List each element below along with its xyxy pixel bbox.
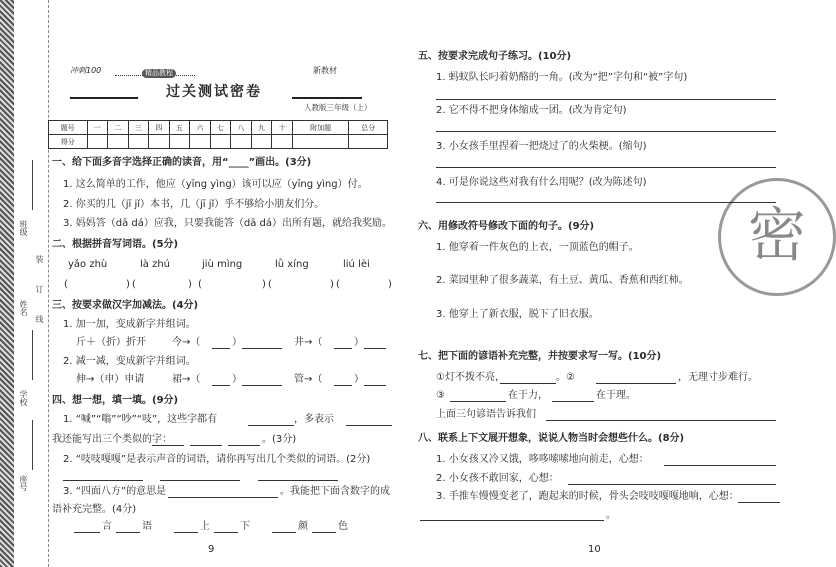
answer-blank[interactable] bbox=[334, 348, 352, 349]
score-table-row bbox=[49, 121, 388, 135]
answer-blank[interactable] bbox=[212, 348, 230, 349]
answer-blank[interactable] bbox=[174, 532, 198, 533]
score-cell: 总分 bbox=[349, 121, 388, 135]
example-3-1: 斤＋（折）折开 bbox=[76, 337, 146, 348]
score-table bbox=[48, 120, 388, 149]
score-cell: 七 bbox=[210, 121, 231, 135]
answer-line[interactable] bbox=[436, 202, 776, 203]
question-8-3: 3. 手推车慢慢变老了，跑起来的时候，骨头会吱吱嘎嘎地响，心想： bbox=[436, 491, 739, 502]
proverb-2-start: 。② bbox=[556, 372, 575, 383]
score-cell: 十 bbox=[272, 121, 293, 135]
answer-blank[interactable] bbox=[596, 383, 676, 384]
answer-blank[interactable] bbox=[552, 401, 594, 402]
answer-blank[interactable] bbox=[160, 480, 240, 481]
answer-blank[interactable] bbox=[364, 348, 386, 349]
margin-label-seat: 座号 bbox=[19, 475, 28, 491]
answer-blank[interactable] bbox=[74, 532, 100, 533]
pinyin-4: lǜ xíng bbox=[275, 259, 309, 270]
item-3-2b: 管→（ bbox=[294, 374, 323, 385]
idiom-char: 上 bbox=[200, 521, 210, 532]
answer-line[interactable] bbox=[546, 420, 776, 421]
item-3-1a: 今→（ bbox=[172, 337, 201, 348]
question-4-3: 3. “四面八方”的意思是 bbox=[63, 486, 167, 497]
answer-blank[interactable] bbox=[116, 532, 140, 533]
answer-box-close: ) bbox=[388, 279, 392, 290]
section-7-title: 七、把下面的谚语补充完整，并按要求写一写。(10分) bbox=[418, 351, 662, 362]
score-cell: 八 bbox=[231, 121, 252, 135]
pinyin-1: yǎo zhù bbox=[68, 259, 108, 270]
question-4-2: 2. “吱吱嘎嘎”是表示声音的词语，请你再写出几个类似的词语。(2分) bbox=[63, 454, 371, 465]
score-table-row bbox=[49, 135, 388, 149]
sub-question-3-2: 2. 减一减，变成新字并组词。 bbox=[63, 356, 196, 367]
bind-mark-3: 线 bbox=[35, 315, 44, 323]
question-4-1-mid: ，多表示 bbox=[294, 414, 334, 425]
answer-blank[interactable] bbox=[248, 425, 294, 426]
margin-line bbox=[32, 160, 33, 210]
item-3-1a-close: ） bbox=[232, 337, 242, 348]
edition-badge: 精品教程 bbox=[142, 69, 176, 78]
score-input-cell[interactable] bbox=[231, 135, 252, 149]
answer-blank[interactable] bbox=[228, 445, 260, 446]
answer-line[interactable] bbox=[436, 99, 776, 100]
question-4-3-mid: 。我能把下面含数字的成 bbox=[280, 486, 390, 497]
answer-blank[interactable] bbox=[346, 425, 392, 426]
margin-line bbox=[32, 330, 33, 380]
score-cell: 五 bbox=[169, 121, 190, 135]
score-input-cell[interactable] bbox=[272, 135, 293, 149]
idiom-char: 言 bbox=[102, 521, 112, 532]
answer-box-open: ( bbox=[64, 279, 68, 290]
answer-blank[interactable] bbox=[500, 383, 556, 384]
answer-box-open: ( bbox=[336, 279, 340, 290]
section-6-title: 六、用修改符号修改下面的句子。(9分) bbox=[418, 221, 595, 232]
score-input-cell[interactable] bbox=[349, 135, 388, 149]
margin-label-school: 学校 bbox=[19, 390, 28, 406]
question-1-1: 1. 这么简单的工作，他应（yīng yìng）该可以应（yīng yìng）付。 bbox=[63, 179, 368, 190]
section-8-title: 八、联系上下文展开想象，说说人物当时会想些什么。(8分) bbox=[418, 433, 685, 444]
answer-blank[interactable] bbox=[364, 385, 386, 386]
section-3-title: 三、按要求做汉字加减法。(4分) bbox=[52, 300, 199, 311]
score-input-cell[interactable] bbox=[149, 135, 170, 149]
question-4-3-cont: 语补充完整。(4分) bbox=[52, 504, 137, 515]
section-4-title: 四、想一想，填一填。(9分) bbox=[52, 395, 179, 406]
question-4-1-end: 。(3分) bbox=[262, 434, 297, 445]
header-underline-left bbox=[70, 97, 138, 99]
answer-line[interactable] bbox=[436, 167, 776, 168]
pinyin-5: liú lèi bbox=[343, 259, 370, 270]
idiom-char: 色 bbox=[338, 521, 348, 532]
item-3-1b: 井→（ bbox=[294, 337, 323, 348]
answer-box-close: ) bbox=[126, 279, 130, 290]
answer-blank[interactable] bbox=[258, 480, 338, 481]
answer-blank[interactable] bbox=[312, 532, 336, 533]
answer-blank[interactable] bbox=[190, 445, 222, 446]
binding-margin bbox=[14, 0, 48, 567]
score-input-cell[interactable] bbox=[128, 135, 149, 149]
answer-box-close: ) bbox=[262, 279, 266, 290]
brand-logo: 冲刺100 bbox=[70, 66, 102, 75]
answer-line[interactable] bbox=[420, 520, 604, 521]
score-input-cell[interactable] bbox=[292, 135, 349, 149]
answer-box-close: ) bbox=[188, 279, 192, 290]
answer-line[interactable] bbox=[568, 484, 776, 485]
question-6-1: 1. 他穿着一件灰色的上衣，一顶蓝色的帽子。 bbox=[436, 242, 639, 253]
answer-box-open: ( bbox=[198, 279, 202, 290]
item-3-2a-close: ） bbox=[232, 374, 242, 385]
bind-mark-1: 装 bbox=[35, 255, 44, 263]
section-1-title: 一、给下面多音字选择正确的读音，用“____”画出。(3分) bbox=[52, 157, 312, 168]
answer-blank[interactable] bbox=[152, 445, 184, 446]
question-4-1: 1. “喊”“嗡”“吵”“吱”，这些字都有 bbox=[63, 414, 218, 425]
margin-line bbox=[32, 420, 33, 470]
bind-mark-2: 订 bbox=[35, 285, 44, 293]
question-8-1: 1. 小女孩又冷又饿，哆哆嗦嗦地向前走，心想： bbox=[436, 454, 649, 465]
question-5-4: 4. 可是你说这些对我有什么用呢？(改为陈述句) bbox=[436, 177, 647, 188]
score-cell: 附加题 bbox=[292, 121, 349, 135]
item-3-2a: 裙→（ bbox=[172, 374, 201, 385]
answer-blank[interactable] bbox=[450, 401, 506, 402]
answer-blank[interactable] bbox=[272, 532, 296, 533]
idiom-char: 下 bbox=[240, 521, 250, 532]
score-cell: 一 bbox=[87, 121, 108, 135]
score-input-cell[interactable] bbox=[108, 135, 129, 149]
question-5-1: 1. 蚂蚁队长叼着奶酪的一角。(改为“把”字句和“被”字句) bbox=[436, 72, 688, 83]
answer-blank[interactable] bbox=[168, 497, 278, 498]
page-number-right: 10 bbox=[588, 544, 601, 555]
answer-box-close: ) bbox=[330, 279, 334, 290]
answer-blank[interactable] bbox=[242, 385, 282, 386]
question-8-3-end: 。 bbox=[606, 510, 616, 521]
item-3-2b-close: ） bbox=[354, 374, 364, 385]
proverb-3-mid: 在于力， bbox=[508, 390, 548, 401]
proverb-summary: 上面三句谚语告诉我们 bbox=[436, 409, 536, 420]
example-3-2: 伸→（申）申请 bbox=[76, 374, 145, 385]
answer-blank[interactable] bbox=[214, 532, 238, 533]
question-5-3: 3. 小女孩手里捏着一把烧过了的火柴梗。(缩句) bbox=[436, 141, 647, 152]
section-5-title: 五、按要求完成句子练习。(10分) bbox=[418, 51, 572, 62]
margin-label-name: 姓名 bbox=[19, 300, 28, 316]
proverb-1-start: ①灯不拨不亮， bbox=[436, 372, 505, 383]
question-1-2: 2. 你买的几（jī jǐ）本书，几（jī jǐ）乎不够给小朋友们分。 bbox=[63, 199, 325, 210]
answer-blank[interactable] bbox=[63, 480, 143, 481]
edition-label: 新教材 bbox=[313, 66, 337, 75]
score-cell: 得分 bbox=[49, 135, 88, 149]
question-8-2: 2. 小女孩不敢回家，心想： bbox=[436, 473, 559, 484]
cut-line bbox=[48, 0, 50, 567]
score-cell: 六 bbox=[190, 121, 211, 135]
answer-blank[interactable] bbox=[242, 348, 282, 349]
score-cell: 二 bbox=[108, 121, 129, 135]
pinyin-3: jiù mìng bbox=[202, 259, 243, 270]
score-input-cell[interactable] bbox=[251, 135, 272, 149]
section-2-title: 二、根据拼音写词语。(5分) bbox=[52, 239, 179, 250]
question-6-3: 3. 他穿上了新衣服，脱下了旧衣服。 bbox=[436, 309, 599, 320]
question-6-2: 2. 菜园里种了很多蔬菜，有土豆、黄瓜、香蕉和西红柿。 bbox=[436, 275, 689, 286]
answer-blank[interactable] bbox=[212, 385, 230, 386]
proverb-3-end: 在于理。 bbox=[596, 390, 636, 401]
answer-box-open: ( bbox=[132, 279, 136, 290]
score-input-cell[interactable] bbox=[169, 135, 190, 149]
score-input-cell[interactable] bbox=[210, 135, 231, 149]
grade-label: 人教版三年级（上） bbox=[304, 103, 372, 112]
idiom-char: 语 bbox=[142, 521, 152, 532]
score-input-cell[interactable] bbox=[87, 135, 108, 149]
sub-question-3-1: 1. 加一加，变成新字并组词。 bbox=[63, 319, 196, 330]
answer-box-open: ( bbox=[268, 279, 272, 290]
answer-line[interactable] bbox=[664, 465, 776, 466]
score-input-cell[interactable] bbox=[190, 135, 211, 149]
score-cell: 四 bbox=[149, 121, 170, 135]
pinyin-2: là zhú bbox=[140, 259, 171, 270]
answer-blank[interactable] bbox=[334, 385, 352, 386]
proverb-3-start: ③ bbox=[436, 390, 445, 401]
question-5-2: 2. 它不得不把身体缩成一团。(改为肯定句) bbox=[436, 105, 627, 116]
idiom-char: 颜 bbox=[298, 521, 308, 532]
answer-line[interactable] bbox=[436, 131, 776, 132]
header-underline-right bbox=[292, 97, 362, 99]
question-1-3: 3. 妈妈答（dā dá）应我，只要我能答（dā dá）出所有题，就给我奖励。 bbox=[63, 218, 392, 229]
page-number-left: 9 bbox=[208, 544, 215, 555]
page-title: 过关测试密卷 bbox=[166, 84, 262, 100]
item-3-1b-close: ） bbox=[354, 337, 364, 348]
margin-label-class: 班级 bbox=[19, 220, 28, 236]
answer-line[interactable] bbox=[738, 502, 780, 503]
binding-strip bbox=[0, 0, 14, 567]
question-4-1-cont: 我还能写出三个类似的字： bbox=[52, 434, 172, 445]
secret-seal: 密 bbox=[718, 178, 836, 296]
proverb-2-end: ，无理寸步难行。 bbox=[678, 372, 758, 383]
score-cell: 题号 bbox=[49, 121, 88, 135]
score-cell: 九 bbox=[251, 121, 272, 135]
score-cell: 三 bbox=[128, 121, 149, 135]
